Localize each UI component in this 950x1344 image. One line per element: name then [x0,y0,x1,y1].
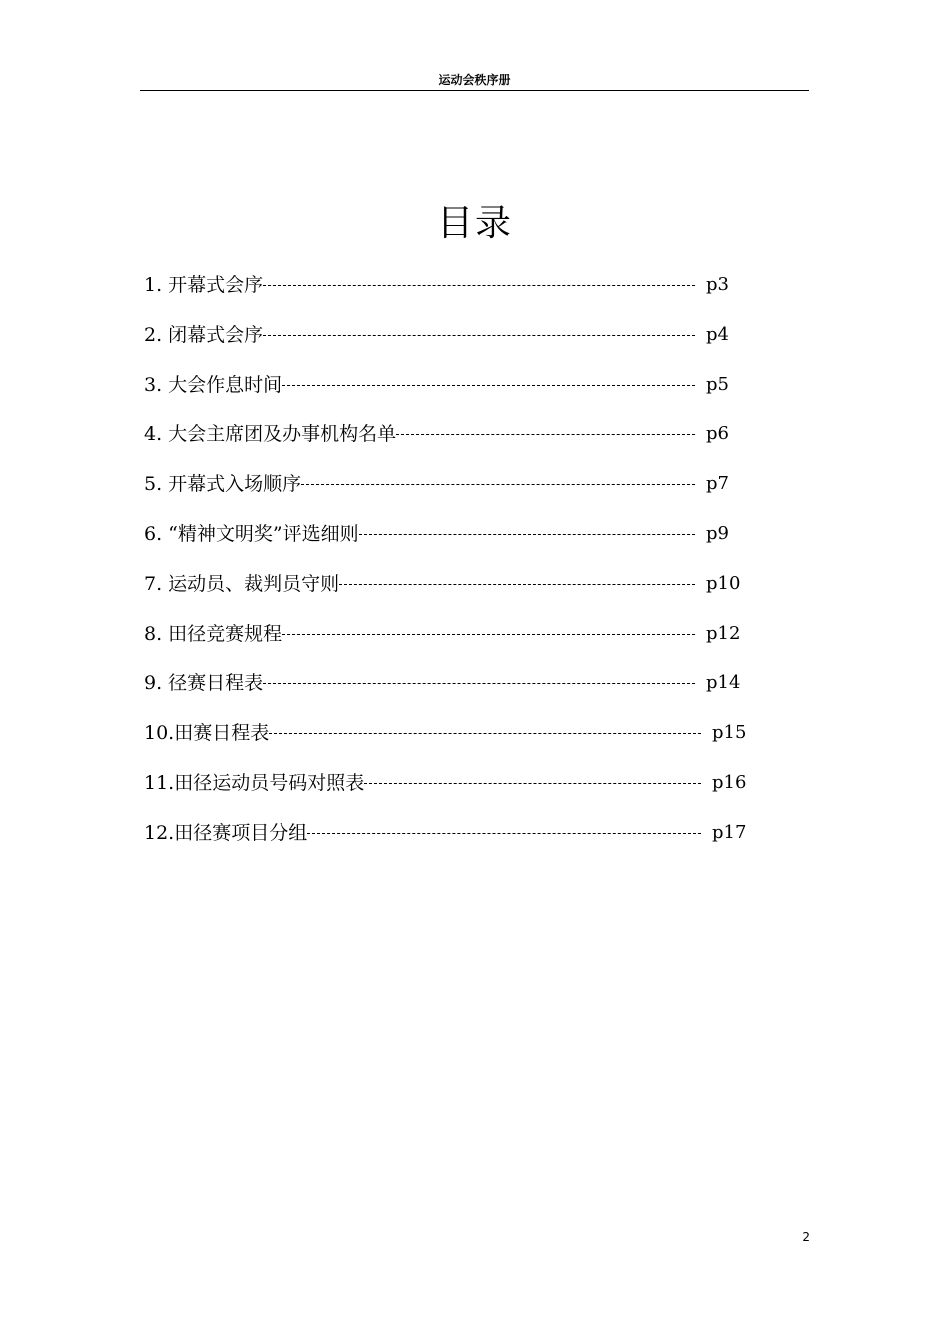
toc-leader [339,584,695,585]
toc-entry [144,567,754,617]
page-number: 2 [802,1230,810,1244]
toc-entry-label: 2. 闭幕式会序 [144,323,264,346]
toc-entry [144,467,754,517]
toc-leader [359,534,695,535]
toc-entry-label: 3. 大会作息时间 [144,373,283,396]
toc-entry [144,368,754,418]
toc-leader [263,683,695,684]
toc-entry-label: 1. 开幕式会序 [144,274,264,296]
toc-entry-page: p4 [706,323,729,345]
toc-entry-label: 10.田赛日程表 [144,722,270,745]
toc-entry [144,816,760,866]
toc-entry-page: p9 [706,522,729,544]
toc-leader [282,634,695,635]
toc-leader [396,434,695,435]
toc-leader [282,385,695,386]
toc-entry-label: 6. “精神文明奖”评选细则 [144,522,359,545]
toc-entry-page: p7 [706,473,729,495]
toc-leader [307,833,701,834]
toc-entry-label: 4. 大会主席团及办事机构名单 [144,423,397,446]
toc-entry [144,417,754,467]
toc-entry [144,318,754,368]
toc-list [144,268,784,866]
toc-entry-page: p15 [712,722,747,744]
toc-entry-page: p10 [706,572,741,594]
toc-entry-label: 11.田径运动员号码对照表 [144,771,365,794]
toc-entry [144,517,754,567]
toc-entry-label: 8. 田径竞赛规程 [144,622,283,645]
page-header [140,72,809,91]
toc-entry [144,268,754,318]
toc-entry [144,666,754,716]
toc-entry [144,716,760,766]
toc-leader [263,335,695,336]
toc-entry [144,617,754,667]
header-title: 运动会秩序册 [438,73,511,87]
toc-entry-page: p16 [712,771,747,793]
toc-entry-page: p14 [706,672,741,694]
toc-leader [364,783,701,784]
toc-entry-page: p12 [706,622,741,644]
toc-entry-label: 9. 径赛日程表 [144,672,264,695]
toc-entry-label: 7. 运动员、裁判员守则 [144,572,340,595]
toc-leader [269,733,701,734]
toc-entry-page: p17 [712,821,747,843]
toc-entry-label: 5. 开幕式入场顺序 [144,473,302,496]
toc-entry-label: 12.田径赛项目分组 [144,821,308,844]
toc-entry [144,766,760,816]
toc-entry-page: p6 [706,423,729,445]
toc-entry-page: p5 [706,373,729,395]
toc-leader [301,484,695,485]
toc-title: 目录 [436,203,513,244]
toc-entry-page: p3 [706,274,729,295]
toc-leader [263,285,695,286]
